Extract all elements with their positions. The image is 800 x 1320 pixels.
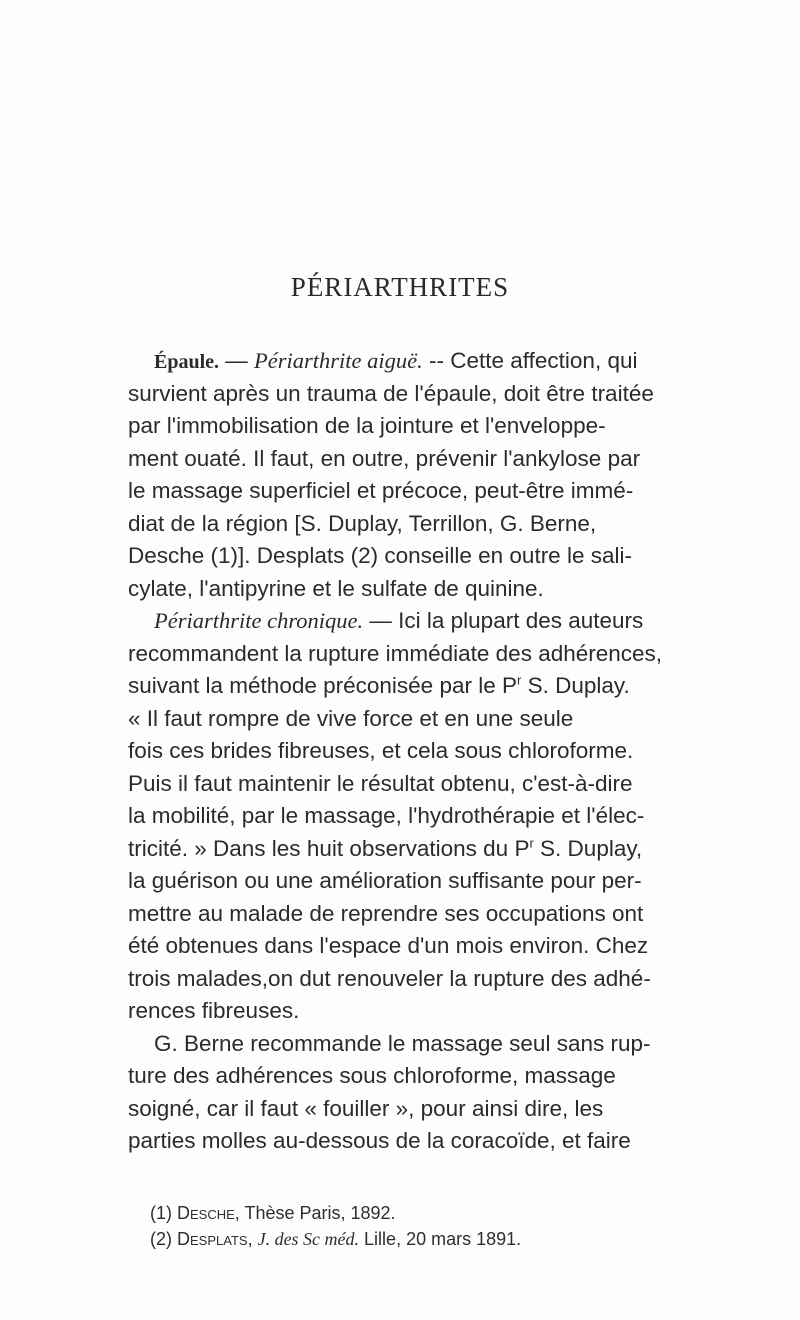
footnote <box>150 1226 790 1252</box>
text-span: — Ici la plupart des auteurs <box>363 608 644 633</box>
text-line: fois ces brides fibreuses, et cela sous chloroforme. <box>128 738 634 763</box>
text-line: la mobilité, par le massage, l'hydrothérapie et l'élec- <box>128 803 645 828</box>
footnote-number: (1) <box>150 1203 177 1223</box>
text-line: mettre au malade de reprendre ses occupations ont <box>128 900 644 926</box>
text-line: diat de la région [S. Duplay, Terrillon, G. Berne, <box>128 510 597 536</box>
footnotes <box>150 1200 790 1252</box>
text-line: recommandent la rupture immédiate des adhérences, <box>128 640 663 666</box>
footnote-text: , Thèse Paris, 1892. <box>234 1203 396 1223</box>
footnote-number: (2) <box>150 1229 177 1249</box>
text-span: S. Duplay. <box>521 673 630 698</box>
text-line: trois malades,on dut renouveler la rupture des adhé- <box>128 965 651 991</box>
running-head: PÉRIARTHRITES <box>290 272 510 302</box>
text-span: S. Duplay, <box>533 835 643 861</box>
text-line: été obtenues dans l'espace d'un mois environ. Chez <box>128 933 649 958</box>
footnote-text: Lille, 20 mars 1891. <box>359 1229 522 1249</box>
subsection-title: Périarthrite chronique. <box>154 608 364 633</box>
text-line <box>128 605 788 638</box>
footnote-text: , <box>247 1229 258 1249</box>
text-line: « Il faut rompre de vive force et en une seule <box>128 705 574 731</box>
footnote-journal: J. des Sc méd. <box>257 1229 360 1249</box>
body-text <box>128 345 788 1158</box>
text-line: parties molles au-dessous de la coracoïde, et faire <box>128 1128 631 1153</box>
text-span: suivant la méthode préconisée par le P <box>128 673 517 698</box>
text-line: soigné, car il faut « fouiller », pour ainsi dire, les <box>128 1095 604 1121</box>
footnote <box>150 1200 790 1226</box>
text-line <box>128 345 788 378</box>
footnote-author: Desche <box>177 1203 235 1223</box>
subsection-title: Périarthrite aiguë. <box>254 348 423 373</box>
text-line: ment ouaté. Il faut, en outre, prévenir l'ankylose par <box>128 445 641 471</box>
superscript: r <box>529 835 534 850</box>
text-span: tricité. » Dans les huit observations du P <box>128 835 530 861</box>
text-line <box>128 670 788 703</box>
text-line: la guérison ou une amélioration suffisante pour per- <box>128 868 642 893</box>
text-line: cylate, l'antipyrine et le sulfate de quinine. <box>128 575 544 601</box>
superscript: r <box>516 672 522 688</box>
text-line: rences fibreuses. <box>128 998 300 1023</box>
text-line: survient après un trauma de l'épaule, doit être traitée <box>128 380 654 406</box>
text-line: par l'immobilisation de la jointure et l'enveloppe- <box>128 413 606 438</box>
text-line <box>128 833 788 866</box>
text-line: Desche (1)]. Desplats (2) conseille en outre le sali- <box>128 543 632 568</box>
section-name: Épaule. <box>154 351 220 373</box>
text-line: le massage superficiel et précoce, peut-être immé- <box>128 478 634 503</box>
text-span: -- Cette affection, qui <box>422 348 638 373</box>
text-line: ture des adhérences sous chloroforme, massage <box>128 1063 616 1088</box>
footnote-author: Desplats <box>177 1229 248 1249</box>
text-line: Puis il faut maintenir le résultat obtenu, c'est-à-dire <box>128 770 633 796</box>
text-line: G. Berne recommande le massage seul sans rup- <box>154 1030 651 1056</box>
dash: — <box>219 348 255 373</box>
